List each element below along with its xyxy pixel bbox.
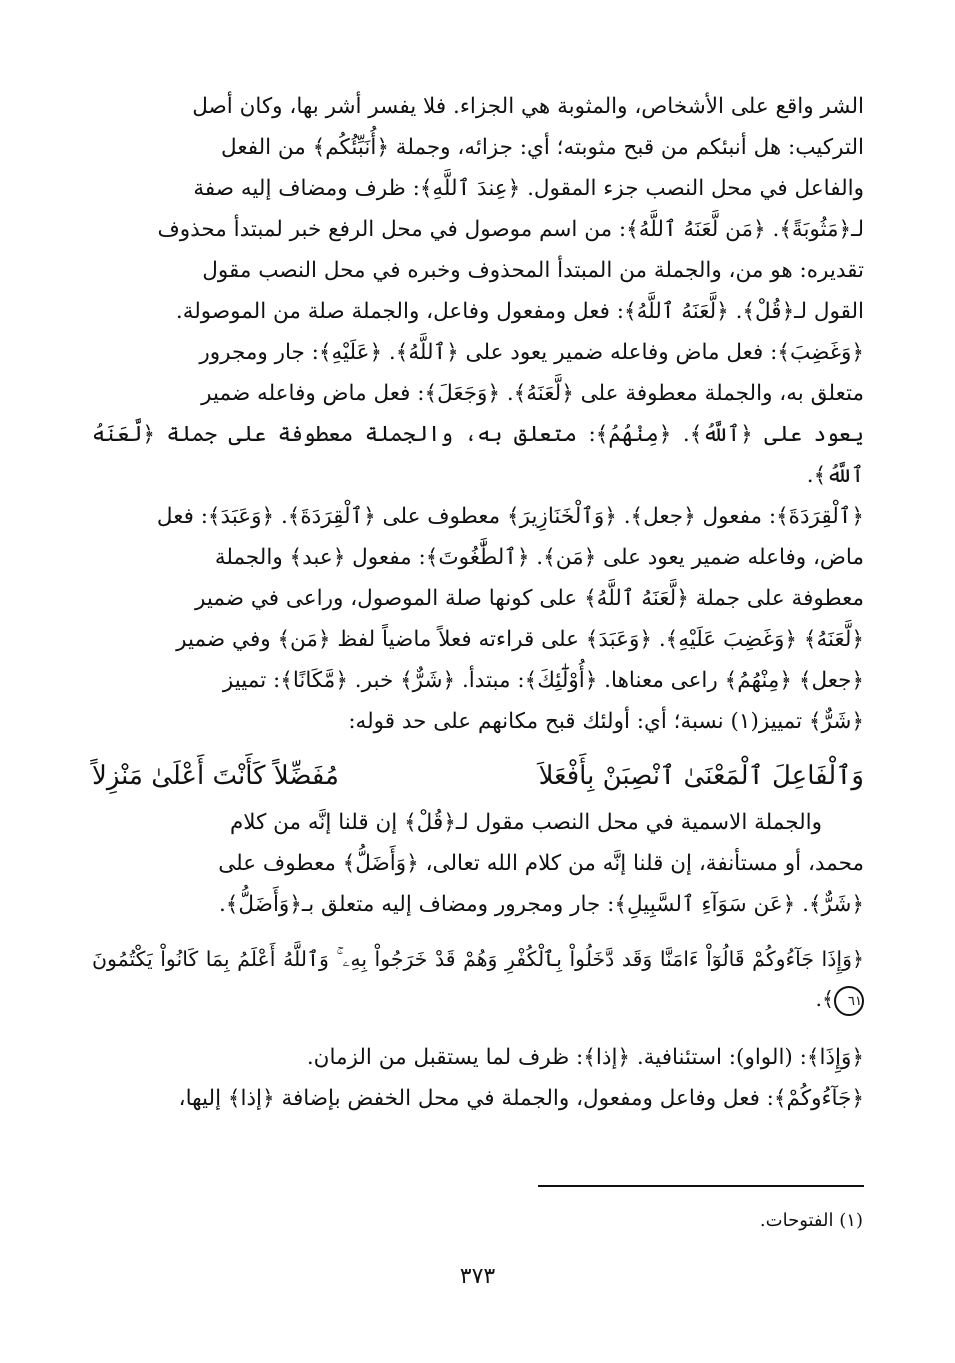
text-line: ﴿جَآءُوكُمْ﴾: فعل وفاعل ومفعول، والجملة في محل الخفض بإضافة ﴿إذا﴾ إليها،: [178, 1086, 864, 1111]
page-body: [92, 86, 864, 1119]
text-line: ﴿وَإِذَا﴾: (الواو): استئنافية. ﴿إذا﴾: ظرف لما يستقبل من الزمان.: [306, 1045, 864, 1070]
verse-second-hemistich: مُفَضِّلاً كَأَنْتَ أَعْلَىٰ مَنْزِلاً: [92, 761, 339, 791]
text-line: ماض، وفاعله ضمير يعود على ﴿مَن﴾. ﴿ٱلطَّٰغُوتَ﴾: مفعول ﴿عبد﴾ والجملة: [214, 545, 864, 570]
quran-verse: [92, 939, 864, 1019]
quran-verse-closing: ﴾.: [815, 987, 834, 1011]
text-line: الشر واقع على الأشخاص، والمثوبة هي الجزاء. فلا يفسر أشر بها، وكان أصل: [192, 94, 864, 119]
text-line: يعود على ﴿ٱللَّهُ﴾. ﴿مِنْهُمُ﴾: متعلق به، والجملة معطوفة على جملة ﴿لَّعَنَهُ ٱللَّهُ﴾.: [92, 422, 864, 488]
commentary-block-1: [92, 86, 864, 742]
text-line: متعلق به، والجملة معطوفة على ﴿لَّعَنَهُ﴾. ﴿وَجَعَلَ﴾: فعل ماض وفاعله ضمير: [201, 381, 864, 406]
ayah-number-marker: ٦١: [834, 986, 864, 1016]
footnote: [91, 1206, 863, 1236]
commentary-block-2: [92, 802, 864, 925]
text-line: محمد، أو مستأنفة، إن قلنا إنَّه من كلام الله تعالى، ﴿وَأَضَلُّ﴾ معطوف على: [218, 851, 864, 876]
text-line: ﴿جعل﴾ ﴿مِنْهُمُ﴾ راعى معناها. ﴿أُوْلَٰٓئِكَ﴾: مبتدأ. ﴿شَرٌّ﴾ خبر. ﴿مَّكَانًا﴾: تمييز: [222, 668, 864, 693]
text-line: لـ﴿مَثُوبَةً﴾. ﴿مَن لَّعَنَهُ ٱللَّهُ﴾: من اسم موصول في محل الرفع خبر لمبتدأ محذوف: [157, 217, 864, 242]
footnote-text: الفتوحات.: [759, 1210, 834, 1231]
text-line: ﴿ٱلْقِرَدَةَ﴾: مفعول ﴿جعل﴾. ﴿وَٱلْخَنَازِيرَ﴾ معطوف على ﴿ٱلْقِرَدَةَ﴾. ﴿وَعَبَدَ﴾: فعل: [156, 504, 864, 529]
text-line: والجملة الاسمية في محل النصب مقول لـ﴿قُلْ﴾ إن قلنا إنَّه من كلام: [229, 810, 822, 835]
footnote-divider: [538, 1185, 864, 1187]
text-line: ﴿شَرٌّ﴾. ﴿عَن سَوَآءِ ٱلسَّبِيلِ﴾: جار ومجرور ومضاف إليه متعلق بـ﴿وَأَضَلُّ﴾.: [218, 892, 864, 917]
poetry-verse: [92, 750, 864, 802]
text-line: تقديره: هو من، والجملة من المبتدأ المحذوف وخبره في محل النصب مقول: [202, 258, 864, 283]
text-line: القول لـ﴿قُلْ﴾. ﴿لَّعَنَهُ ٱللَّهُ﴾: فعل ومفعول وفاعل، والجملة صلة من الموصولة.: [175, 299, 864, 324]
text-line: ﴿لَّعَنَهُ﴾ ﴿وَغَضِبَ عَلَيْهِ﴾. ﴿وَعَبَدَ﴾ على قراءته فعلاً ماضياً لفظ ﴿مَن﴾ وفي ضمير: [176, 627, 864, 652]
footnote-marker: (١): [839, 1210, 863, 1231]
text-line: التركيب: هل أنبئكم من قبح مثوبته؛ أي: جزائه، وجملة ﴿أُنَبِّئُكُم﴾ من الفعل: [221, 135, 864, 160]
commentary-block-3: [92, 1037, 864, 1119]
page-number: ٣٧٣: [459, 1264, 496, 1289]
quran-verse-text: ﴿وَإِذَا جَآءُوكُمْ قَالُوٓاْ ءَامَنَّا وَقَد دَّخَلُواْ بِٱلْكُفْرِ وَهُمْ قَدْ خَرَجُواْ بِهِۦ ۚ وَٱللَّهُ أَعْلَمُ بِمَا كَانُواْ يَكْتُمُونَ: [92, 947, 864, 971]
text-line: والفاعل في محل النصب جزء المقول. ﴿عِندَ ٱللَّهِ﴾: ظرف ومضاف إليه صفة: [193, 176, 864, 201]
text-line: ﴿شَرٌّ﴾ تمييز(١) نسبة؛ أي: أولئك قبح مكانهم على حد قوله:: [348, 709, 864, 734]
text-line: معطوفة على جملة ﴿لَّعَنَهُ ٱللَّهُ﴾ على كونها صلة الموصول، وراعى في ضمير: [194, 586, 864, 611]
verse-first-hemistich: وَٱلْفَاعِلَ ٱلْمَعْنَىٰ ٱنْصِبَنْ بِأَفْعَلاَ: [538, 761, 864, 791]
text-line: ﴿وَغَضِبَ﴾: فعل ماض وفاعله ضمير يعود على ﴿ٱللَّهُ﴾. ﴿عَلَيْهِ﴾: جار ومجرور: [199, 340, 864, 365]
